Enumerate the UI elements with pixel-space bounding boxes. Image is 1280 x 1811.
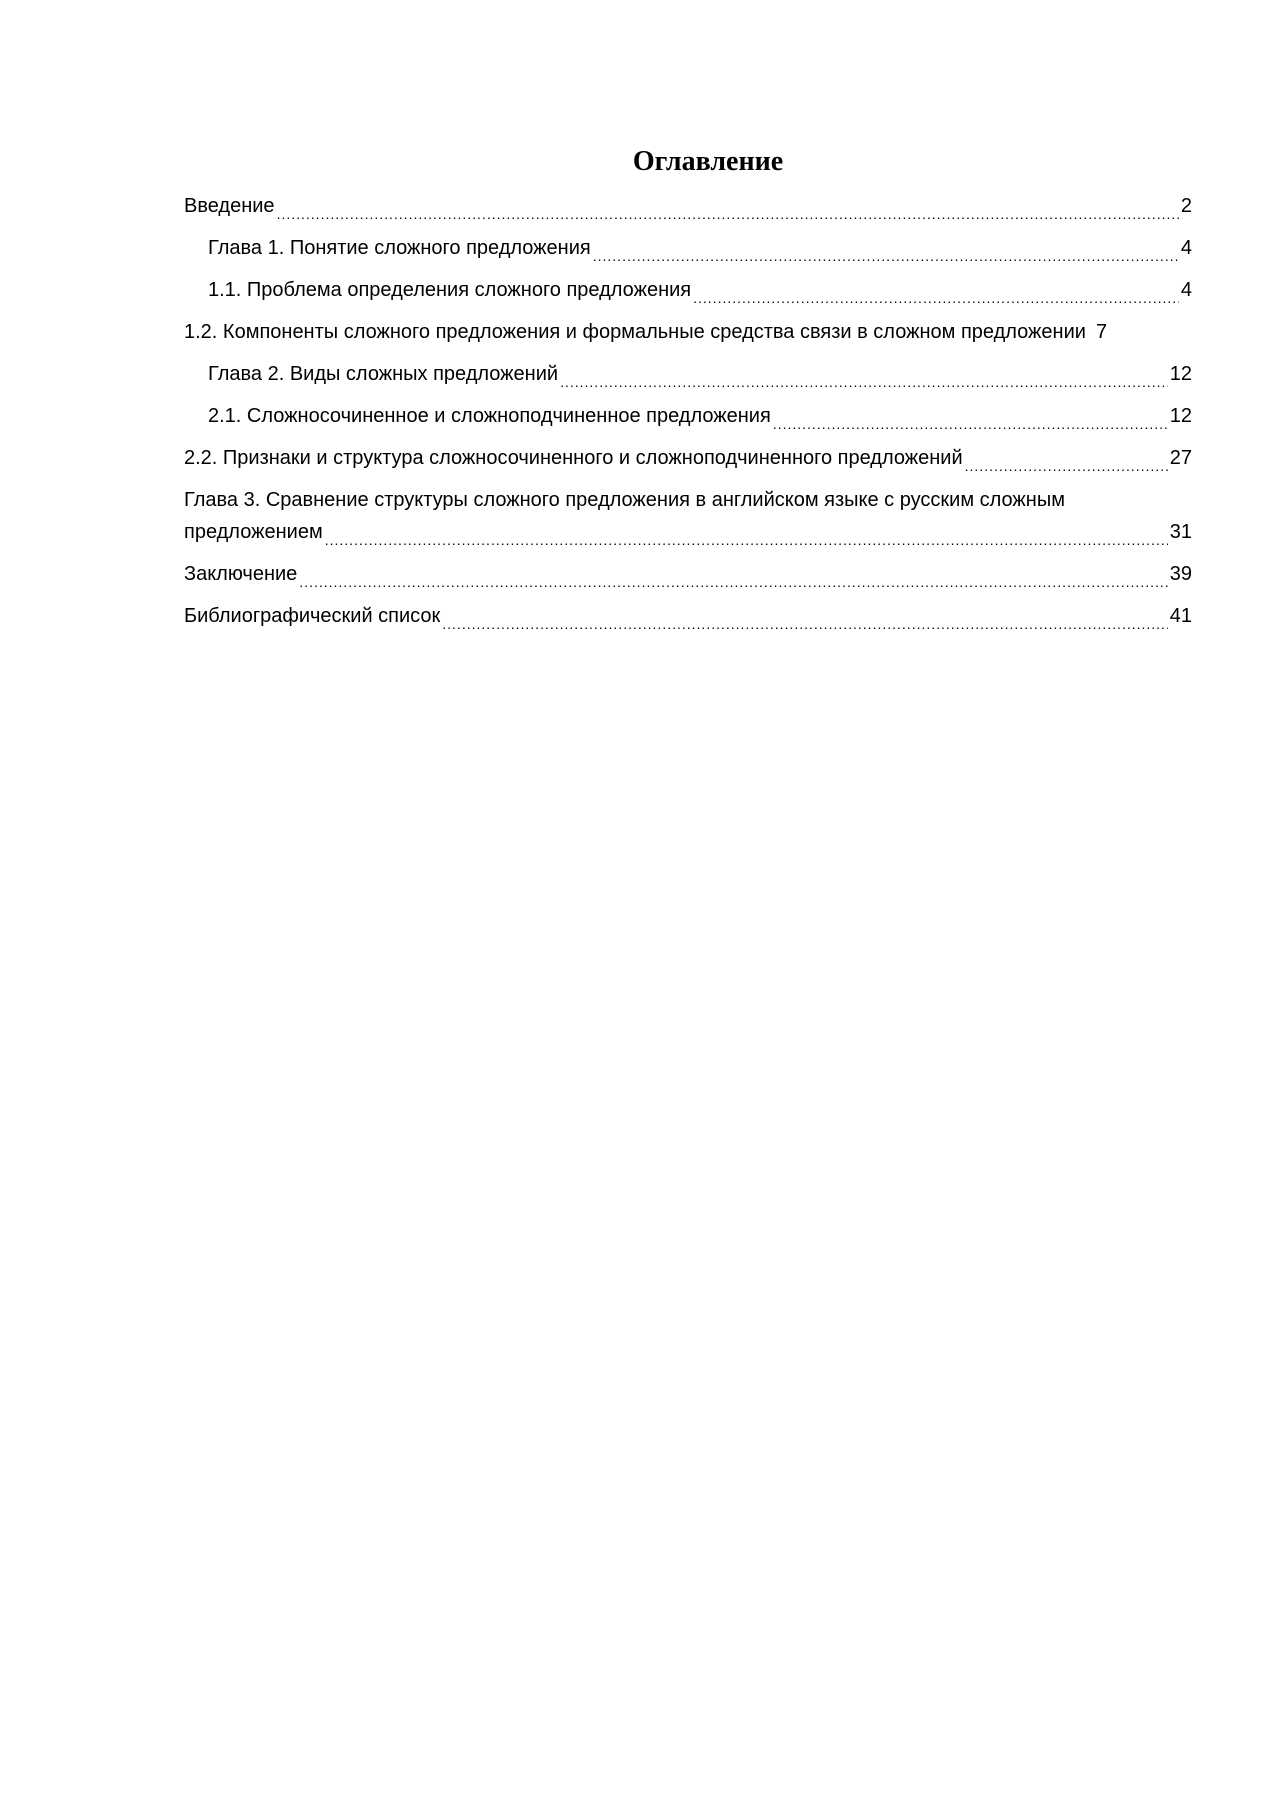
table-of-contents [184,142,1192,642]
toc-entry-page: 39 [1169,563,1192,585]
toc-leader-dots [593,232,1179,264]
toc-entry-page: 4 [1180,279,1192,301]
toc-leader-dots [442,600,1167,632]
toc-entry-page: 27 [1169,447,1192,469]
toc-entry-page: 31 [1169,521,1192,543]
toc-entry-bibliography[interactable] [184,600,1192,632]
toc-entry-label: 1.2. Компоненты сложного предложения и формальные средства связи в сложном предложении [184,321,1086,343]
toc-leader-dots [693,274,1179,306]
toc-entry-label: Заключение [184,563,298,585]
toc-entry-section-1-2[interactable] [184,316,1192,348]
toc-leader-dots [965,442,1168,474]
toc-leader-dots [560,358,1168,390]
toc-entry-page: 12 [1169,405,1192,427]
toc-entry-label: Глава 2. Виды сложных предложений [208,363,559,385]
toc-entry-label-line1: Глава 3. Сравнение структуры сложного предложения в английском языке с русским сложным [184,489,1065,511]
toc-entry-label: 2.1. Сложносочиненное и сложноподчиненное предложения [208,405,771,427]
toc-entry-label: 2.2. Признаки и структура сложносочиненного и сложноподчиненного предложений [184,447,963,469]
toc-leader-dots [1088,316,1094,348]
toc-entry-page: 41 [1169,605,1192,627]
toc-leader-dots [299,558,1167,590]
toc-entry-conclusion[interactable] [184,558,1192,590]
toc-entry-section-1-1[interactable] [184,274,1192,306]
toc-leader-dots [773,400,1168,432]
toc-entry-label: Глава 1. Понятие сложного предложения [208,237,591,259]
toc-entry-line2 [184,516,1192,548]
toc-entry-chapter-2[interactable] [184,358,1192,390]
toc-entry-label-line2: предложением [184,521,323,543]
toc-entry-chapter-1[interactable] [184,232,1192,264]
toc-entry-page: 2 [1180,195,1192,217]
toc-entry-section-2-1[interactable] [184,400,1192,432]
toc-entry-introduction[interactable] [184,190,1192,222]
toc-title: Оглавление [632,146,784,177]
toc-entry-page: 7 [1095,321,1108,343]
toc-leader-dots [277,190,1179,222]
toc-leader-dots [325,516,1168,548]
toc-entry-label: Библиографический список [184,605,441,627]
toc-entry-label: Введение [184,195,275,217]
toc-entry-section-2-2[interactable] [184,442,1192,474]
toc-entry-page: 12 [1169,363,1192,385]
toc-entry-label: 1.1. Проблема определения сложного предложения [208,279,692,301]
toc-entry-chapter-3[interactable] [184,484,1192,548]
toc-entry-page: 4 [1180,237,1192,259]
